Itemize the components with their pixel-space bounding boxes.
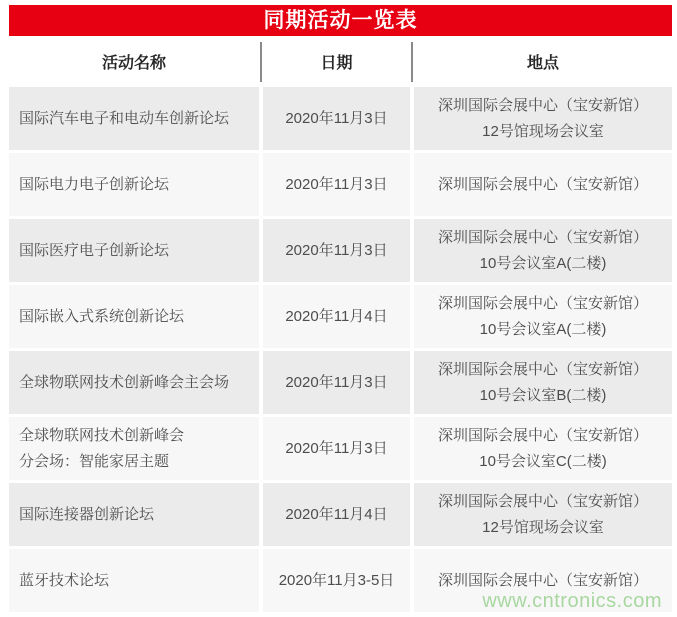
- column-header-location: 地点: [414, 36, 672, 87]
- activity-name-cell: [9, 483, 259, 546]
- activity-name-line2: 分会场：智能家居主题: [19, 452, 170, 470]
- column-header-activity: 活动名称: [9, 36, 259, 87]
- date-cell: 2020年11月3日: [263, 417, 410, 480]
- location-line1: 深圳国际会展中心（宝安新馆）: [437, 571, 648, 589]
- table-row: [9, 153, 672, 216]
- activity-name-cell: [9, 87, 259, 150]
- location-cell: [414, 549, 672, 612]
- activity-name-line1: 国际连接器创新论坛: [19, 505, 155, 523]
- activity-name-cell: [9, 351, 259, 414]
- date-cell: 2020年11月3日: [263, 219, 410, 282]
- activity-name-cell: [9, 549, 259, 612]
- page-title: 同期活动一览表: [263, 9, 418, 32]
- title-banner: [9, 5, 672, 36]
- table-body: [9, 87, 672, 612]
- activity-name-line1: 国际嵌入式系统创新论坛: [19, 307, 185, 325]
- location-cell: [414, 417, 672, 480]
- activity-name-cell: [9, 417, 259, 480]
- location-line1: 深圳国际会展中心（宝安新馆）: [437, 294, 648, 312]
- location-cell: [414, 483, 672, 546]
- location-line1: 深圳国际会展中心（宝安新馆）: [437, 426, 648, 444]
- date-cell: 2020年11月3日: [263, 87, 410, 150]
- activity-name-line1: 全球物联网技术创新峰会主会场: [19, 373, 230, 391]
- location-line2: 10号会议室C(二楼): [479, 452, 607, 470]
- date-cell: 2020年11月3日: [263, 351, 410, 414]
- date-cell: 2020年11月4日: [263, 285, 410, 348]
- location-line1: 深圳国际会展中心（宝安新馆）: [437, 96, 648, 114]
- location-cell: [414, 153, 672, 216]
- activity-name-cell: [9, 153, 259, 216]
- location-line2: 10号会议室B(二楼): [479, 386, 607, 404]
- location-line1: 深圳国际会展中心（宝安新馆）: [437, 175, 648, 193]
- watermark: www.cntronics.com: [482, 590, 662, 612]
- date-cell: 2020年11月3-5日: [263, 549, 410, 612]
- location-line1: 深圳国际会展中心（宝安新馆）: [437, 228, 648, 246]
- table-row: [9, 417, 672, 480]
- location-line1: 深圳国际会展中心（宝安新馆）: [437, 360, 648, 378]
- table-header-row: [9, 36, 672, 87]
- table-row: [9, 285, 672, 348]
- column-header-date: 日期: [263, 36, 410, 87]
- table-row: [9, 219, 672, 282]
- table-row: [9, 351, 672, 414]
- location-cell: [414, 285, 672, 348]
- activity-name-line1: 蓝牙技术论坛: [19, 571, 110, 589]
- location-line1: 深圳国际会展中心（宝安新馆）: [437, 492, 648, 510]
- date-cell: 2020年11月4日: [263, 483, 410, 546]
- location-cell: [414, 219, 672, 282]
- activity-name-cell: [9, 219, 259, 282]
- activity-name-line1: 国际汽车电子和电动车创新论坛: [19, 109, 230, 127]
- table-row: [9, 87, 672, 150]
- date-cell: 2020年11月3日: [263, 153, 410, 216]
- location-line2: 12号馆现场会议室: [482, 122, 604, 140]
- table-row: [9, 549, 672, 612]
- activity-name-cell: [9, 285, 259, 348]
- location-cell: [414, 87, 672, 150]
- location-line2: 10号会议室A(二楼): [479, 320, 607, 338]
- location-line2: 12号馆现场会议室: [482, 518, 604, 536]
- location-cell: [414, 351, 672, 414]
- activity-name-line1: 国际电力电子创新论坛: [19, 175, 170, 193]
- activity-name-line1: 国际医疗电子创新论坛: [19, 241, 170, 259]
- activity-name-line1: 全球物联网技术创新峰会: [19, 426, 185, 444]
- location-line2: 10号会议室A(二楼): [479, 254, 607, 272]
- table-row: [9, 483, 672, 546]
